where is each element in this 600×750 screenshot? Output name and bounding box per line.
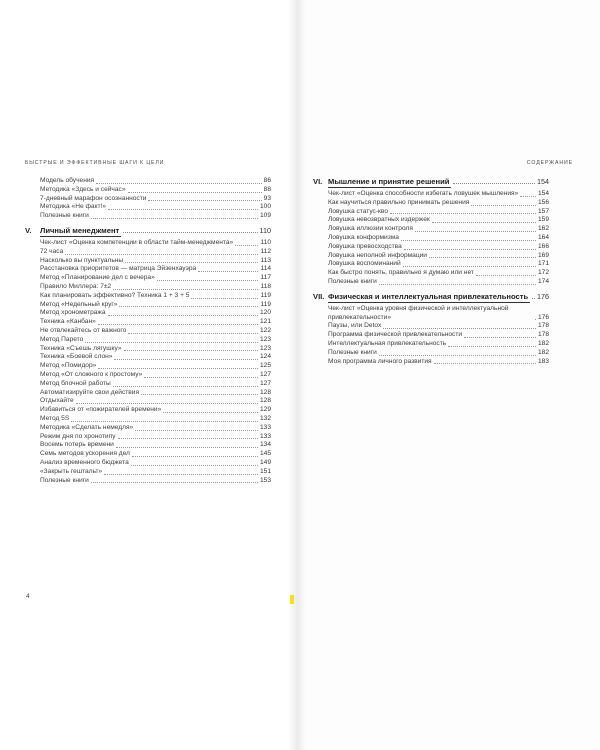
toc-dot-leader: [96, 183, 262, 184]
toc-entry-page: 122: [259, 326, 271, 334]
toc-entry: [25, 318, 271, 327]
toc-entry-page: 93: [263, 194, 271, 202]
toc-dot-leader: [379, 284, 536, 285]
toc-entry-page: 178: [537, 331, 549, 339]
toc-entry-title: 72 часа: [40, 247, 64, 255]
toc-entry: [25, 212, 271, 221]
toc-dot-leader: [415, 231, 536, 232]
toc-entry-title: Насколько вы пунктуальны: [40, 256, 124, 264]
toc-entry-page: 153: [259, 476, 271, 484]
toc-entry-page: 172: [537, 269, 549, 277]
toc-entry: [25, 477, 271, 486]
toc-entry: [25, 195, 271, 204]
toc-entry-page: 149: [259, 458, 271, 466]
toc-dot-leader: [98, 324, 258, 325]
toc-entry: [313, 349, 549, 358]
toc-dot-leader: [91, 218, 258, 219]
toc-entry-page: 118: [260, 282, 271, 290]
toc-entry: [25, 424, 271, 433]
toc-entry-page: 159: [537, 216, 549, 224]
toc-entry: [25, 362, 271, 371]
toc-dot-leader: [113, 289, 258, 290]
toc-dot-leader: [114, 359, 258, 360]
toc-entry: [25, 415, 271, 424]
toc-dot-leader: [434, 363, 536, 364]
toc-dot-leader: [379, 355, 536, 356]
toc-entry-page: 182: [537, 339, 549, 347]
toc-entry-page: 133: [259, 423, 271, 431]
toc-entry-title: Паузы, или Detox: [328, 322, 382, 330]
toc-entry: [25, 274, 271, 283]
toc-entry-title: Избавиться от «пожирателей времени»: [40, 406, 162, 414]
toc-entry-page: 86: [263, 177, 271, 184]
toc-entry-page: 178: [537, 322, 549, 330]
toc-entry-title: Полезные книги: [328, 277, 377, 285]
toc-entry-page: 169: [537, 251, 549, 259]
toc-dot-leader: [429, 257, 536, 258]
toc-entry-title: Чек-лист «Оценка компетенции в области тайм-менеджмента»: [40, 238, 234, 246]
toc-dot-leader: [104, 474, 258, 475]
toc-dot-leader: [191, 298, 258, 299]
toc-dot-leader: [118, 438, 258, 439]
toc-section-page: 110: [259, 225, 271, 235]
toc-entry: [25, 397, 271, 406]
toc-entry-title: Методика «Здесь и сейчас»: [40, 185, 126, 193]
toc-entry: [25, 309, 271, 318]
toc-dot-leader: [432, 222, 536, 223]
toc-dot-leader: [476, 275, 536, 276]
toc-dot-leader: [401, 240, 536, 241]
toc-dot-leader: [128, 192, 262, 193]
toc-entry-page: 157: [537, 207, 549, 215]
toc-entry-title: Техника «Канбан»: [40, 318, 96, 326]
toc-entry-title: Метод Парето: [40, 335, 84, 343]
toc-dot-leader: [131, 465, 258, 466]
toc-entry: [25, 459, 271, 468]
toc-section-page: 154: [537, 177, 549, 186]
toc-right-column: [313, 177, 549, 366]
toc-entry: [313, 305, 549, 323]
toc-entry: [25, 301, 271, 310]
toc-entry-title: Восемь потерь времени: [40, 441, 114, 449]
toc-entry: [313, 340, 549, 349]
toc-entry-title: Отдыхайте: [40, 397, 74, 405]
toc-entry-page: 154: [537, 190, 549, 197]
toc-dot-leader: [148, 200, 261, 201]
toc-entry-title: Техника «Съешь лягушку»: [40, 344, 122, 352]
toc-entry-title: Модель обучения: [40, 177, 95, 184]
toc-entry: [25, 327, 271, 336]
toc-entry-title: Как быстро понять, правильно я думаю или нет: [328, 269, 474, 277]
toc-entry: [313, 278, 549, 287]
toc-entry-title: «Закрыть гештальт»: [40, 467, 103, 475]
toc-entry: [313, 208, 549, 217]
toc-entry: [313, 190, 549, 199]
toc-entry: [313, 234, 549, 243]
toc-entry-title: Ловушка воспоминаний: [328, 260, 401, 268]
toc-entry-title: Автоматизируйте свои действия: [40, 388, 140, 396]
toc-entry-page: 100: [259, 203, 271, 211]
toc-entry-title: Полезные книги: [328, 348, 377, 356]
toc-section-title: Физическая и интеллектуальная привлекательность: [328, 291, 529, 301]
toc-entry: [313, 331, 549, 340]
toc-dot-leader: [141, 394, 258, 395]
running-head-right: СОДЕРЖАНИЕ: [526, 160, 573, 166]
toc-entry: [313, 322, 549, 331]
toc-dot-leader: [132, 456, 258, 457]
toc-dot-leader: [124, 350, 258, 351]
toc-dot-leader: [71, 421, 258, 422]
toc-section-title: Мышление и принятие решений: [328, 177, 450, 186]
toc-section-number: VII.: [313, 291, 325, 301]
toc-entry-title: Моя программа личного развития: [328, 357, 432, 365]
toc-entry-title: Техника «Боевой слон»: [40, 353, 113, 361]
toc-dot-leader: [98, 368, 258, 369]
toc-entry-page: 121: [259, 318, 271, 326]
toc-entry-title: Ловушка иллюзии контроля: [328, 225, 413, 233]
toc-dot-leader: [448, 346, 536, 347]
toc-entry: [25, 239, 271, 248]
toc-entry: [313, 199, 549, 208]
toc-left-column: [25, 177, 271, 485]
toc-entry-page: 117: [260, 274, 271, 282]
toc-entry-title: Полезные книги: [40, 212, 89, 220]
toc-entry: [25, 406, 271, 415]
toc-entry-page: 112: [260, 247, 271, 255]
toc-entry-title: Метод «От сложного к простому»: [40, 370, 143, 378]
toc-dot-leader: [76, 403, 258, 404]
toc-dot-leader: [464, 337, 536, 338]
toc-entry-page: 109: [259, 212, 271, 220]
toc-entry-page: 125: [259, 362, 271, 370]
toc-entry-page: 120: [259, 309, 271, 317]
toc-entry: [25, 371, 271, 380]
toc-entry-page: 124: [259, 353, 271, 361]
toc-entry: [25, 450, 271, 459]
toc-entry-title: Метод блочной работы: [40, 379, 111, 387]
toc-entry-page: 123: [259, 335, 271, 343]
toc-dot-leader: [383, 328, 536, 329]
toc-dot-leader: [119, 306, 258, 307]
toc-dot-leader: [532, 298, 535, 299]
toc-entry-title: Метод «Недельный круг»: [40, 300, 118, 308]
toc-entry: [313, 260, 549, 269]
toc-dot-leader: [453, 183, 535, 184]
page-number-left: 4: [26, 593, 30, 600]
toc-dot-leader: [65, 254, 258, 255]
toc-entry: [25, 186, 271, 195]
toc-section-heading: [25, 226, 271, 237]
toc-dot-leader: [108, 209, 258, 210]
toc-entry-page: 164: [537, 233, 549, 241]
toc-entry-page: 132: [259, 414, 271, 422]
toc-entry: [313, 358, 549, 367]
toc-dot-leader: [85, 342, 258, 343]
toc-entry-page: 123: [259, 344, 271, 352]
toc-entry-page: 113: [260, 256, 271, 264]
toc-dot-leader: [113, 386, 258, 387]
toc-entry-page: 145: [259, 450, 271, 458]
toc-entry-title: Ловушка статус-кво: [328, 207, 389, 215]
toc-entry-page: 171: [537, 260, 549, 268]
toc-entry-title: Режим дня по хронотипу: [40, 432, 116, 440]
toc-entry-title: Правило Миллера: 7±2: [40, 282, 112, 290]
toc-entry: [25, 177, 271, 186]
toc-entry-page: 133: [259, 432, 271, 440]
toc-entry: [25, 283, 271, 292]
toc-dot-leader: [198, 271, 258, 272]
toc-entry: [25, 389, 271, 398]
toc-section-heading: [313, 177, 549, 188]
toc-entry-page: 156: [537, 198, 549, 206]
toc-entry: [25, 336, 271, 345]
toc-dot-leader: [235, 245, 258, 246]
toc-entry-title: Метод «Помидор»: [40, 362, 97, 370]
toc-dot-leader: [157, 280, 259, 281]
toc-entry: [25, 265, 271, 274]
toc-entry-page: 162: [537, 225, 549, 233]
toc-entry-title: Интеллектуальная привлекательность: [328, 339, 447, 347]
toc-dot-leader: [128, 333, 258, 334]
toc-entry: [25, 441, 271, 450]
toc-entry-title: Как планировать эффективно? Техника 1 + 3 + 5: [40, 291, 190, 299]
toc-entry-title: Метод хронометража: [40, 309, 106, 317]
toc-entry-title: Ловушка превосходства: [328, 242, 402, 250]
toc-entry-title: Метод 5S: [40, 414, 70, 422]
yellow-tab-marker: [290, 595, 294, 604]
toc-entry: [25, 248, 271, 257]
running-head-left: БЫСТРЫЕ И ЭФФЕКТИВНЫЕ ШАГИ К ЦЕЛИ: [25, 160, 165, 166]
toc-entry-title: Метод «Планирование дел с вечера»: [40, 274, 155, 282]
toc-entry: [313, 269, 549, 278]
toc-entry-title: Программа физической привлекательности: [328, 331, 463, 339]
toc-entry-page: 127: [259, 370, 271, 378]
toc-entry-page: 174: [537, 277, 549, 285]
toc-entry-page: 134: [259, 441, 271, 449]
toc-entry-title: Полезные книги: [40, 476, 89, 484]
toc-dot-leader: [144, 377, 258, 378]
toc-dot-leader: [390, 213, 536, 214]
toc-entry-page: 151: [259, 467, 271, 475]
toc-entry: [25, 468, 271, 477]
toc-dot-leader: [163, 412, 258, 413]
toc-entry: [25, 203, 271, 212]
toc-entry-title: Ловушка невозвратных издержек: [328, 216, 430, 224]
toc-entry-page: 166: [537, 242, 549, 250]
toc-dot-leader: [123, 232, 257, 233]
toc-entry: [313, 243, 549, 252]
toc-entry-title: Чек-лист «Оценка уровня физической и интеллектуальной привлекательности»: [328, 304, 509, 321]
toc-section-page: 176: [537, 291, 549, 301]
toc-entry-title: Семь методов ускорения дел: [40, 450, 130, 458]
toc-entry-page: 129: [259, 406, 271, 414]
toc-entry: [313, 225, 549, 234]
toc-dot-leader: [403, 266, 536, 267]
toc-entry-title: Ловушка неполной информации: [328, 251, 427, 259]
toc-dot-leader: [135, 430, 258, 431]
toc-entry-title: Чек-лист «Оценка способности избегать ловушек мышления»: [328, 190, 519, 197]
toc-entry-page: 128: [259, 388, 271, 396]
toc-entry-page: 110: [260, 238, 271, 246]
toc-entry-page: 127: [259, 379, 271, 387]
toc-section-number: V.: [25, 225, 32, 235]
toc-dot-leader: [108, 315, 258, 316]
toc-entry-page: 182: [537, 348, 549, 356]
toc-dot-leader: [520, 196, 536, 197]
toc-entry: [25, 380, 271, 389]
toc-entry-title: 7-дневный марафон осознанности: [40, 194, 147, 202]
toc-dot-leader: [471, 205, 536, 206]
toc-dot-leader: [125, 262, 258, 263]
toc-entry-title: Ловушка конформизма: [328, 233, 399, 241]
toc-section-heading: [313, 292, 549, 303]
toc-entry-page: 128: [259, 397, 271, 405]
toc-entry: [25, 353, 271, 362]
toc-entry-title: Не отвлекайтесь от важного: [40, 326, 127, 334]
toc-entry-title: Методика «Не факт!»: [40, 203, 107, 211]
toc-dot-leader: [91, 482, 258, 483]
toc-dot-leader: [116, 447, 258, 448]
toc-entry-page: 88: [263, 185, 271, 193]
toc-section-number: VI.: [313, 177, 323, 186]
toc-entry-page: 119: [260, 291, 271, 299]
toc-entry-title: Анализ временного бюджета: [40, 458, 129, 466]
toc-entry-title: Методика «Сделать немедля»: [40, 423, 134, 431]
toc-entry-page: 114: [260, 265, 271, 273]
toc-section-title: Личный менеджмент: [40, 225, 120, 235]
toc-entry-page: 176: [537, 313, 549, 321]
toc-entry: [313, 216, 549, 225]
toc-entry-title: Расстановка приоритетов — матрица Эйзенхауэра: [40, 265, 197, 273]
toc-entry: [25, 292, 271, 301]
toc-entry-title: Как научиться правильно принимать решения: [328, 198, 470, 206]
toc-entry: [25, 433, 271, 442]
toc-entry-page: 183: [537, 357, 549, 365]
toc-entry-page: 119: [260, 300, 271, 308]
toc-dot-leader: [404, 249, 536, 250]
book-gutter: [288, 0, 306, 750]
right-page: [296, 0, 600, 750]
toc-dot-leader: [535, 319, 536, 320]
